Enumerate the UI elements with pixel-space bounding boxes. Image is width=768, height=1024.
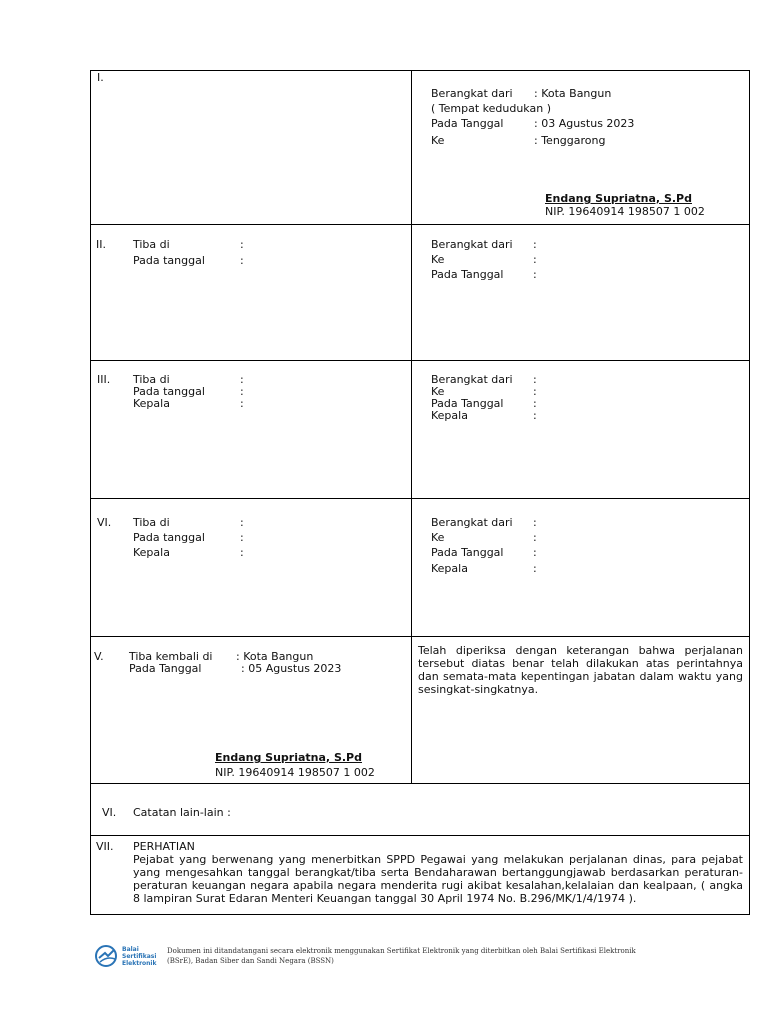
depart-from-label: Berangkat dari (431, 238, 513, 251)
depart-from-label: Berangkat dari (431, 373, 513, 386)
depart-from-colon: : (533, 516, 537, 529)
destination-colon: : (533, 385, 537, 398)
section-number: II. (96, 238, 106, 251)
arrival-date-label: Pada tanggal (133, 531, 205, 544)
arrival-colon: : (240, 373, 244, 386)
row-separator (90, 224, 750, 225)
depart-date-colon: : (533, 546, 537, 559)
footer-line2: (BSrE), Badan Siber dan Sandi Negara (BSSN) (167, 957, 334, 965)
destination-label: Ke (431, 253, 445, 266)
depart-date-colon: : (533, 397, 537, 410)
depart-from-colon: : (533, 373, 537, 386)
arrival-label: Tiba di (133, 516, 170, 529)
destination-label: Ke (431, 134, 445, 147)
logo-text-line1: Balai (122, 946, 139, 953)
arrival-date-colon: : (240, 254, 244, 267)
depart-from-colon: : (533, 238, 537, 251)
footer-line1: Dokumen ini ditandatangani secara elektronik menggunakan Sertifikat Elektronik yang diterbitkan oleh Balai Sertifikasi Elektronik (167, 947, 636, 955)
head-colon: : (240, 546, 244, 559)
destination-colon: : (533, 253, 537, 266)
arrival-date-label: Pada tanggal (133, 254, 205, 267)
destination-label: Ke (431, 531, 445, 544)
section-number: VI. (102, 806, 117, 819)
return-date-value: : 05 Agustus 2023 (241, 662, 342, 675)
logo-text-line2: Sertifikasi (122, 953, 157, 960)
destination-colon: : (533, 531, 537, 544)
arrival-colon: : (240, 238, 244, 251)
head-colon: : (240, 397, 244, 410)
depart-from-value: : Kota Bangun (534, 87, 612, 100)
signer-name: Endang Supriatna, S.Pd (215, 751, 362, 764)
depart-date-label: Pada Tanggal (431, 397, 504, 410)
return-label: Tiba kembali di (129, 650, 213, 663)
depart-date-label: Pada Tanggal (431, 117, 504, 130)
section-number: III. (97, 373, 111, 386)
section-number: VI. (97, 516, 112, 529)
row-separator (90, 783, 750, 784)
signer-nip: NIP. 19640914 198507 1 002 (545, 205, 705, 218)
arrival-date-label: Pada tanggal (133, 385, 205, 398)
row-separator (90, 498, 750, 499)
notice-text: Pejabat yang berwenang yang menerbitkan SPPD Pegawai yang melakukan perjalanan dinas, para pejabat yang mengesahkan tanggal berangkat/tiba serta Bendaharawan bertanggungjawab berdasarkan peraturan-peraturan keuangan negara apabila negara menderita rugi akibat kesalahan,kelalaian dan kealpaan, ( angka 8 lampiran Surat Edaran Menteri Keuangan tanggal 30 April 1974 No. B.296/MK/1/4/1974 ). (133, 853, 743, 905)
destination-value: : Tenggarong (534, 134, 606, 147)
row-separator (90, 835, 750, 836)
signer-name: Endang Supriatna, S.Pd (545, 192, 692, 205)
head-colon: : (533, 562, 537, 575)
notice-title: PERHATIAN (133, 840, 195, 853)
logo-text-line3: Elektronik (122, 960, 157, 967)
head-label: Kepala (133, 397, 170, 410)
section-number: V. (94, 650, 104, 663)
arrival-label: Tiba di (133, 373, 170, 386)
notes-label: Catatan lain-lain : (133, 806, 231, 819)
section-number: I. (97, 71, 104, 84)
depart-from-label: Berangkat dari (431, 516, 513, 529)
origin-note: ( Tempat kedudukan ) (431, 102, 551, 115)
bsre-logo (94, 944, 164, 968)
depart-date-value: : 03 Agustus 2023 (534, 117, 635, 130)
depart-date-label: Pada Tanggal (431, 268, 504, 281)
head-colon: : (533, 409, 537, 422)
bsre-logo-icon (94, 944, 120, 968)
depart-from-label: Berangkat dari (431, 87, 513, 100)
destination-label: Ke (431, 385, 445, 398)
head-label: Kepala (431, 409, 468, 422)
head-label: Kepala (133, 546, 170, 559)
signer-nip: NIP. 19640914 198507 1 002 (215, 766, 375, 779)
column-divider (411, 70, 412, 784)
arrival-date-colon: : (240, 531, 244, 544)
row-separator (90, 360, 750, 361)
verification-statement: Telah diperiksa dengan keterangan bahwa perjalanan tersebut diatas benar telah dilakukan atas perintahnya dan semata-mata kepentingan jabatan dalam waktu yang sesingkat-singkatnya. (418, 644, 743, 696)
arrival-colon: : (240, 516, 244, 529)
depart-date-label: Pada Tanggal (431, 546, 504, 559)
arrival-date-colon: : (240, 385, 244, 398)
return-value: : Kota Bangun (236, 650, 314, 663)
return-date-label: Pada Tanggal (129, 662, 202, 675)
depart-date-colon: : (533, 268, 537, 281)
head-label: Kepala (431, 562, 468, 575)
arrival-label: Tiba di (133, 238, 170, 251)
row-separator (90, 636, 750, 637)
section-number: VII. (96, 840, 114, 853)
